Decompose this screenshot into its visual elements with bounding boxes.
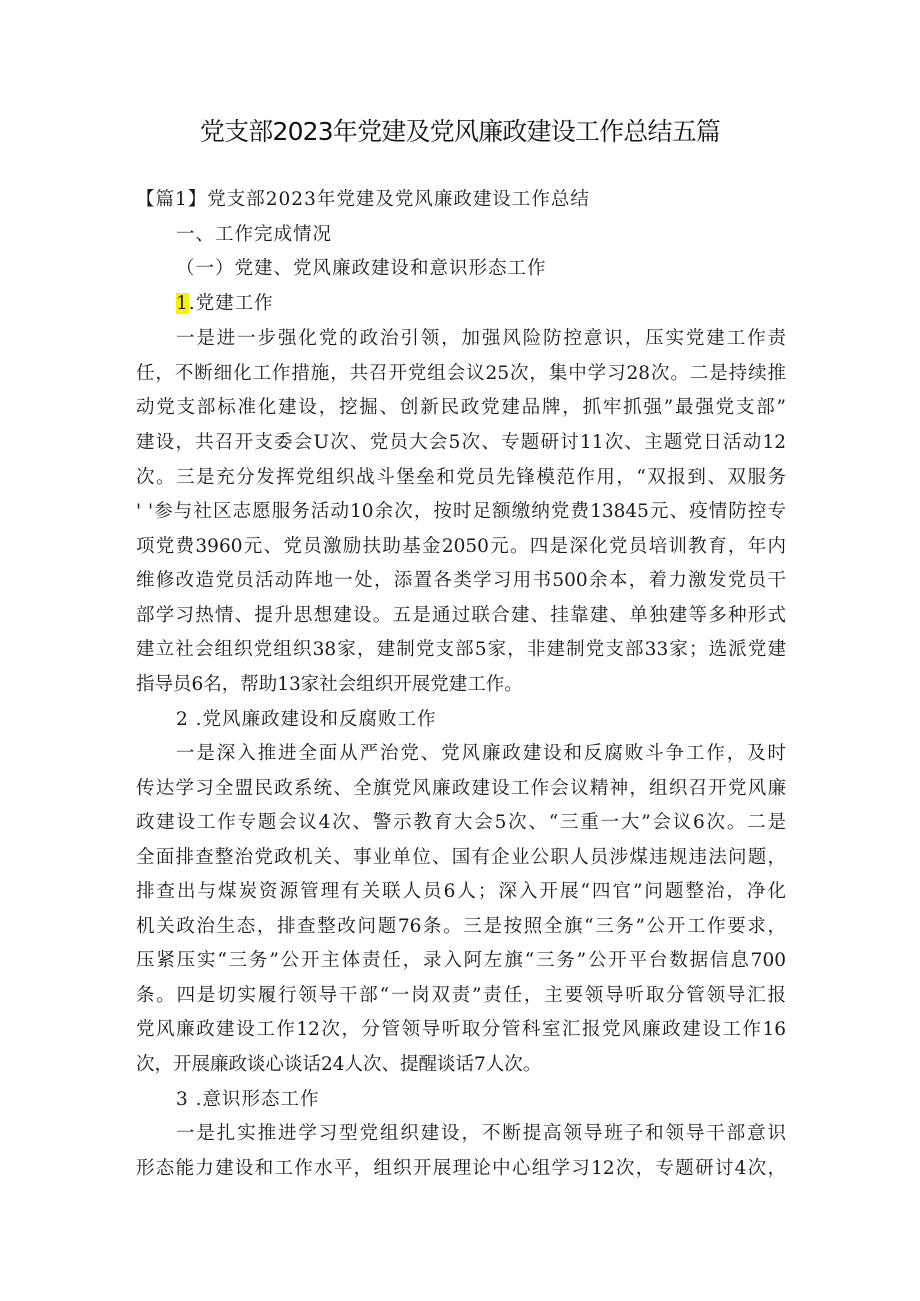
paragraph-line: 一是深入推进全面从严治党、党风廉政建设和反腐败斗争工作，及时 — [176, 743, 786, 764]
item-heading-integrity: 2 .党风廉政建设和反腐败工作 — [176, 709, 437, 730]
paragraph-line: 压紧压实“三务”公开主体责任，录入阿左旗“三务”公开平台数据信息700 — [136, 950, 786, 971]
paragraph-line: 维修改造党员活动阵地一处，添置各类学习用书500余本，着力激发党员干 — [136, 570, 786, 591]
paragraph-line: 次，开展廉政谈心谈话24人次、提醒谈话7人次。 — [136, 1054, 542, 1075]
paragraph-line: 一是扎实推进学习型党组织建设，不断提高领导班子和领导干部意识 — [176, 1123, 786, 1144]
paragraph-line: 机关政治生态，排查整改问题76条。三是按照全旗“三务”公开工作要求， — [136, 916, 786, 937]
paragraph-line: 政建设工作专题会议4次、警示教育大会5次、“三重一大”会议6次。二是 — [136, 812, 786, 833]
document-title: 党支部2023年党建及党风廉政建设工作总结五篇 — [199, 117, 721, 146]
paragraph-line: 条。四是切实履行领导干部“一岗双责”责任，主要领导听取分管领导汇报 — [136, 985, 786, 1006]
item-heading-label: .党建工作 — [188, 293, 274, 314]
paragraph-line: 动党支部标准化建设，挖掘、创新民政党建品牌，抓牢抓强”最强党支部” — [136, 397, 786, 418]
paragraph-line: 形态能力建设和工作水平，组织开展理论中心组学习12次，专题研讨4次， — [136, 1158, 786, 1179]
paragraph-line: 建设，共召开支委会U次、党员大会5次、专题研讨11次、主题党日活动12 — [136, 432, 786, 453]
paragraph-line: 全面排查整治党政机关、事业单位、国有企业公职人员涉煤违规违法问题， — [136, 847, 786, 868]
paragraph-line: 任，不断细化工作措施，共召开党组会议25次，集中学习28次。二是持续推 — [136, 363, 786, 384]
section-heading: 一、工作完成情况 — [176, 224, 333, 245]
highlight-marker: 1 — [176, 293, 189, 314]
article-heading: 【篇1】党支部2023年党建及党风廉政建设工作总结 — [136, 189, 590, 210]
paragraph-line: 传达学习全盟民政系统、全旗党风廉政建设工作会议精神，组织召开党风廉 — [136, 778, 786, 799]
paragraph-line: 一是进一步强化党的政治引领，加强风险防控意识，压实党建工作责 — [176, 328, 786, 349]
paragraph-line: 指导员6名，帮助13家社会组织开展党建工作。 — [136, 674, 523, 695]
paragraph-line: 党风廉政建设工作12次，分管领导听取分管科室汇报党风廉政建设工作16 — [136, 1019, 786, 1040]
paragraph-line: ' '参与社区志愿服务活动10余次，按时足额缴纳党费13845元、疫情防控专 — [136, 501, 786, 522]
paragraph-line: 项党费3960元、党员激励扶助基金2050元。四是深化党员培训教育，年内 — [136, 536, 786, 557]
item-heading-party-building — [176, 291, 274, 317]
subsection-heading: （一）党建、党风廉政建设和意识形态工作 — [176, 258, 547, 279]
paragraph-line: 次。三是充分发挥党组织战斗堡垒和党员先锋模范作用，“双报到、双服务 — [136, 467, 786, 488]
item-heading-ideology: 3 .意识形态工作 — [176, 1089, 320, 1110]
paragraph-line: 建立社会组织党组织38家，建制党支部5家，非建制党支部33家；选派党建 — [136, 639, 786, 660]
paragraph-line: 排查出与煤炭资源管理有关联人员6人；深入开展“四官”问题整治，净化 — [136, 881, 786, 902]
paragraph-line: 部学习热情、提升思想建设。五是通过联合建、挂靠建、单独建等多种形式 — [136, 605, 786, 626]
